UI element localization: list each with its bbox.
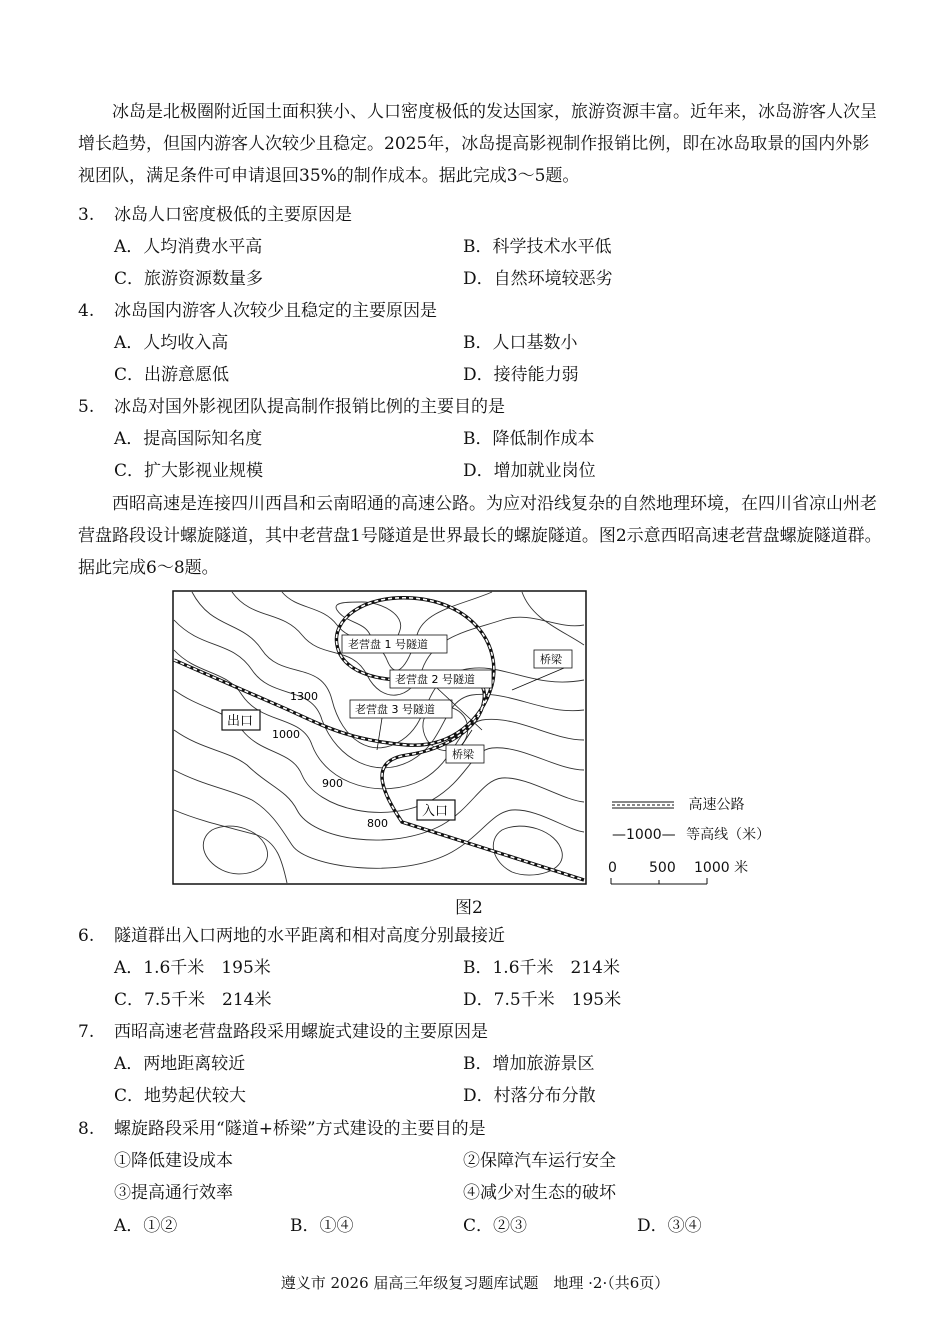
option-c: C．②③ <box>463 1216 528 1236</box>
option-b: B．人口基数小 <box>463 333 578 353</box>
label-bridge-lower: 桥梁 <box>452 748 474 761</box>
label-bridge-upper: 桥梁 <box>540 653 562 666</box>
question-4 <box>78 295 437 327</box>
question-7 <box>78 1016 488 1048</box>
scale-0: 0 <box>608 860 617 876</box>
statement-4: ④减少对生态的破坏 <box>463 1183 616 1203</box>
option-d: D．村落分布分散 <box>463 1086 596 1106</box>
question-number: 6. <box>78 926 95 946</box>
statement-1: ①降低建设成本 <box>114 1151 233 1171</box>
question-8 <box>78 1113 486 1145</box>
option-d: D．接待能力弱 <box>463 365 579 385</box>
option-a: A．两地距离较近 <box>114 1054 246 1074</box>
label-entrance: 入口 <box>422 804 449 819</box>
option-d: D．7.5千米 195米 <box>463 990 622 1010</box>
question-stem: 螺旋路段采用“隧道+桥梁”方式建设的主要目的是 <box>114 1119 486 1139</box>
question-number: 5. <box>78 397 95 417</box>
option-d: D．增加就业岗位 <box>463 461 596 481</box>
contour-900: 900 <box>322 777 343 790</box>
contour-800: 800 <box>367 817 388 830</box>
option-a: A．提高国际知名度 <box>114 429 263 449</box>
legend-contour-text: 等高线（米） <box>686 827 771 843</box>
option-c: C．出游意愿低 <box>114 365 230 385</box>
statement-2: ②保障汽车运行安全 <box>463 1151 616 1171</box>
question-number: 8. <box>78 1119 95 1139</box>
question-number: 3. <box>78 205 95 225</box>
contour-map-figure <box>172 590 587 885</box>
option-a: A．1.6千米 195米 <box>114 958 271 978</box>
option-a: A．人均消费水平高 <box>114 237 263 257</box>
question-stem: 冰岛对国外影视团队提高制作报销比例的主要目的是 <box>114 397 505 417</box>
contour-1300: 1300 <box>290 690 318 703</box>
option-d: D．自然环境较恶劣 <box>463 269 613 289</box>
option-b: B．①④ <box>290 1216 354 1236</box>
label-exit: 出口 <box>227 714 254 729</box>
passage-xizhao-highway: 西昭高速是连接四川西昌和云南昭通的高速公路。为应对沿线复杂的自然地理环境，在四川省凉山州老营盘路段设计螺旋隧道，其中老营盘1号隧道是世界最长的螺旋隧道。图2示意西昭高速老营盘螺旋隧道群。据此完成6～8题。 <box>78 494 882 578</box>
page-footer: 遵义市 2026 届高三年级复习题库试题 地理 ·2·（共6页） <box>280 1274 670 1292</box>
option-c: C．7.5千米 214米 <box>114 990 272 1010</box>
scale-500: 500 <box>649 860 676 876</box>
option-c: C．扩大影视业规模 <box>114 461 264 481</box>
option-b: B．1.6千米 214米 <box>463 958 620 978</box>
scale-1000: 1000 米 <box>694 860 749 876</box>
legend-contour-sample: —1000— <box>612 827 676 843</box>
statement-3: ③提高通行效率 <box>114 1183 233 1203</box>
option-d: D．③④ <box>637 1216 702 1236</box>
question-6 <box>78 920 505 952</box>
figure-caption: 图2 <box>455 898 483 918</box>
question-stem: 冰岛人口密度极低的主要原因是 <box>114 205 352 225</box>
scale-bar <box>608 858 758 888</box>
option-c: C．地势起伏较大 <box>114 1086 247 1106</box>
highway-symbol-icon <box>612 799 674 811</box>
question-5 <box>78 391 505 423</box>
label-tunnel-2: 老营盘 2 号隧道 <box>395 673 475 686</box>
legend-contour <box>612 825 770 845</box>
question-number: 4. <box>78 301 95 321</box>
label-tunnel-3: 老营盘 3 号隧道 <box>355 703 435 716</box>
option-b: B．科学技术水平低 <box>463 237 612 257</box>
contour-1000: 1000 <box>272 728 300 741</box>
option-a: A．①② <box>114 1216 178 1236</box>
question-stem: 冰岛国内游客人次较少且稳定的主要原因是 <box>114 301 437 321</box>
option-c: C．旅游资源数量多 <box>114 269 264 289</box>
question-3 <box>78 199 352 231</box>
question-stem: 西昭高速老营盘路段采用螺旋式建设的主要原因是 <box>114 1022 488 1042</box>
question-stem: 隧道群出入口两地的水平距离和相对高度分别最接近 <box>114 926 505 946</box>
legend-highway <box>612 795 744 815</box>
option-a: A．人均收入高 <box>114 333 229 353</box>
legend-highway-text: 高速公路 <box>688 797 745 813</box>
option-b: B．降低制作成本 <box>463 429 595 449</box>
option-b: B．增加旅游景区 <box>463 1054 595 1074</box>
passage-iceland: 冰岛是北极圈附近国土面积狭小、人口密度极低的发达国家，旅游资源丰富。近年来，冰岛游客人次呈增长趋势，但国内游客人次较少且稳定。2025年，冰岛提高影视制作报销比例，即在冰岛取景的国内外影视团队，满足条件可申请退回35%的制作成本。据此完成3～5题。 <box>78 102 877 186</box>
label-tunnel-1: 老营盘 1 号隧道 <box>348 638 428 651</box>
question-number: 7. <box>78 1022 95 1042</box>
scale-line-icon <box>610 878 710 886</box>
